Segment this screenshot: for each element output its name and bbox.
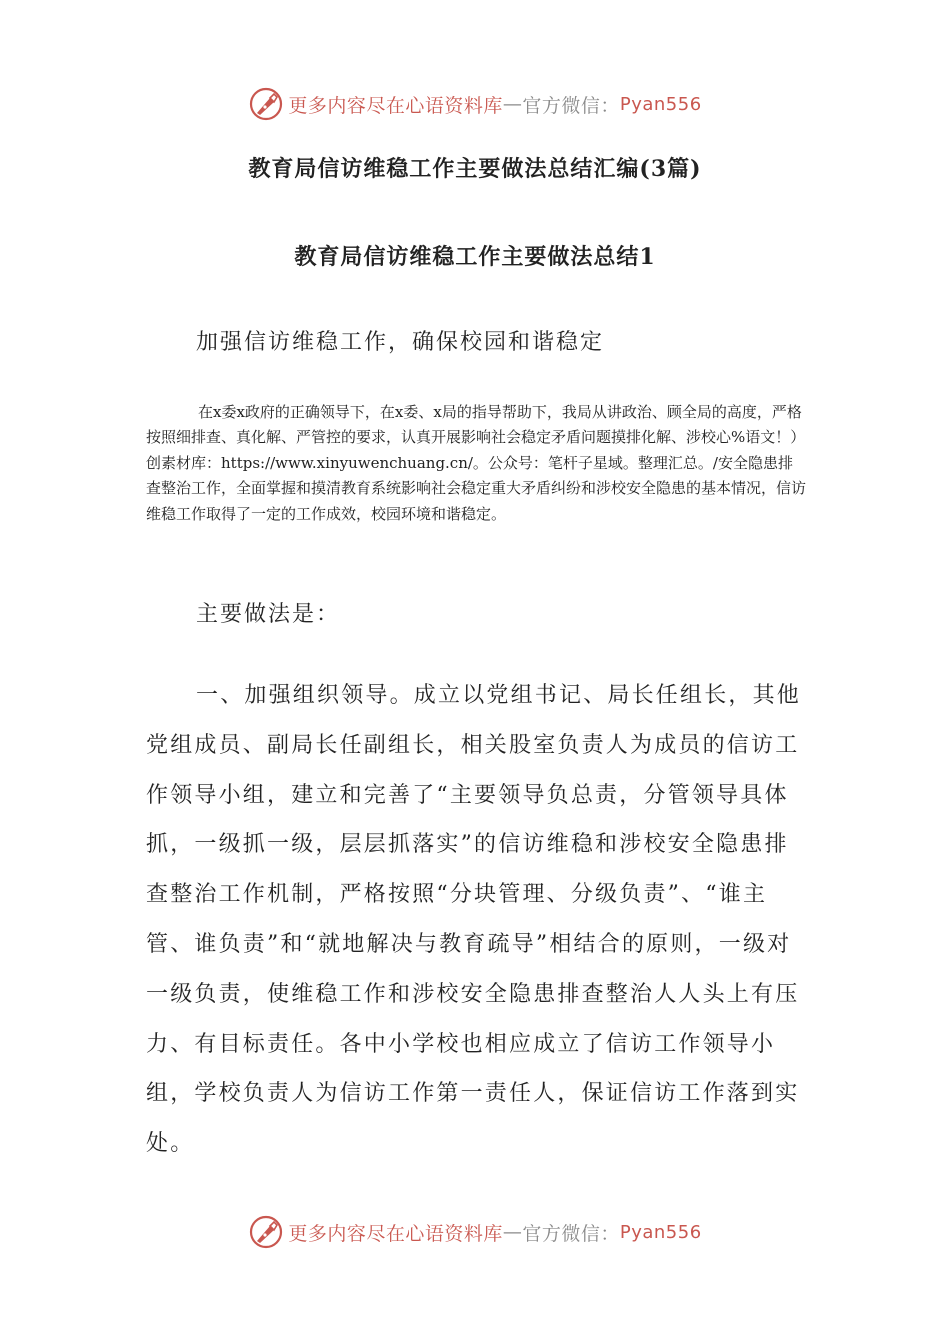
- banner-account: Pyan556: [619, 1221, 702, 1243]
- point-one-paragraph: 一、加强组织领导。成立以党组书记、局长任组长，其他党组成员、副局长任副组长，相关股室负责人为成员的信访工作领导小组，建立和完善了“主要领导负总责，分管领导具体抓，一级抓一级，层层抓落实”的信访维稳和涉校安全隐患排查整治工作机制，严格按照“分块管理、分级负责”、“谁主管、谁负责”和“就地解决与教育疏导”相结合的原则，一级对一级负责，使维稳工作和涉校安全隐患排查整治人人头上有压力、有目标责任。各中小学校也相应成立了信访工作领导小组，学校负责人为信访工作第一责任人，保证信访工作落到实处。: [146, 683, 802, 1157]
- intro-paragraph: 在x委x政府的正确领导下，在x委、x局的指导帮助下，我局从讲政治、顾全局的高度，严格按照细排查、真化解、严管控的要求，认真开展影响社会稳定矛盾问题摸排化解、涉校心%语文！）创素材库：https://www.xinyuwenchuang.cn/。公众号：笔杆子星域。整理汇总。/安全隐患排查整治工作，全面掌握和摸清教育系统影响社会稳定重大矛盾纠纷和涉校安全隐患的基本情况，信访维稳工作取得了一定的工作成效，校园环境和谐稳定。: [146, 403, 807, 523]
- banner-account: Pyan556: [619, 93, 702, 115]
- banner-dash: —: [502, 93, 523, 115]
- document-title: 教育局信访维稳工作主要做法总结汇编(3篇): [248, 156, 702, 182]
- banner-official-label: 官方微信：: [522, 1222, 620, 1245]
- pen-nib-logo-icon: [248, 86, 284, 122]
- banner-official-label: 官方微信：: [522, 94, 620, 117]
- section-title: 教育局信访维稳工作主要做法总结1: [294, 244, 656, 270]
- header-watermark-banner: [0, 82, 950, 126]
- pen-nib-logo-icon: [248, 1214, 284, 1250]
- banner-main-text: 更多内容尽在心语资料库: [288, 94, 503, 117]
- banner-main-text: 更多内容尽在心语资料库: [288, 1222, 503, 1245]
- lead-text: 主要做法是：: [196, 602, 341, 627]
- banner-dash: —: [502, 1221, 523, 1243]
- footer-watermark-banner: [0, 1210, 950, 1254]
- article-subtitle: 加强信访维稳工作，确保校园和谐稳定: [196, 330, 605, 355]
